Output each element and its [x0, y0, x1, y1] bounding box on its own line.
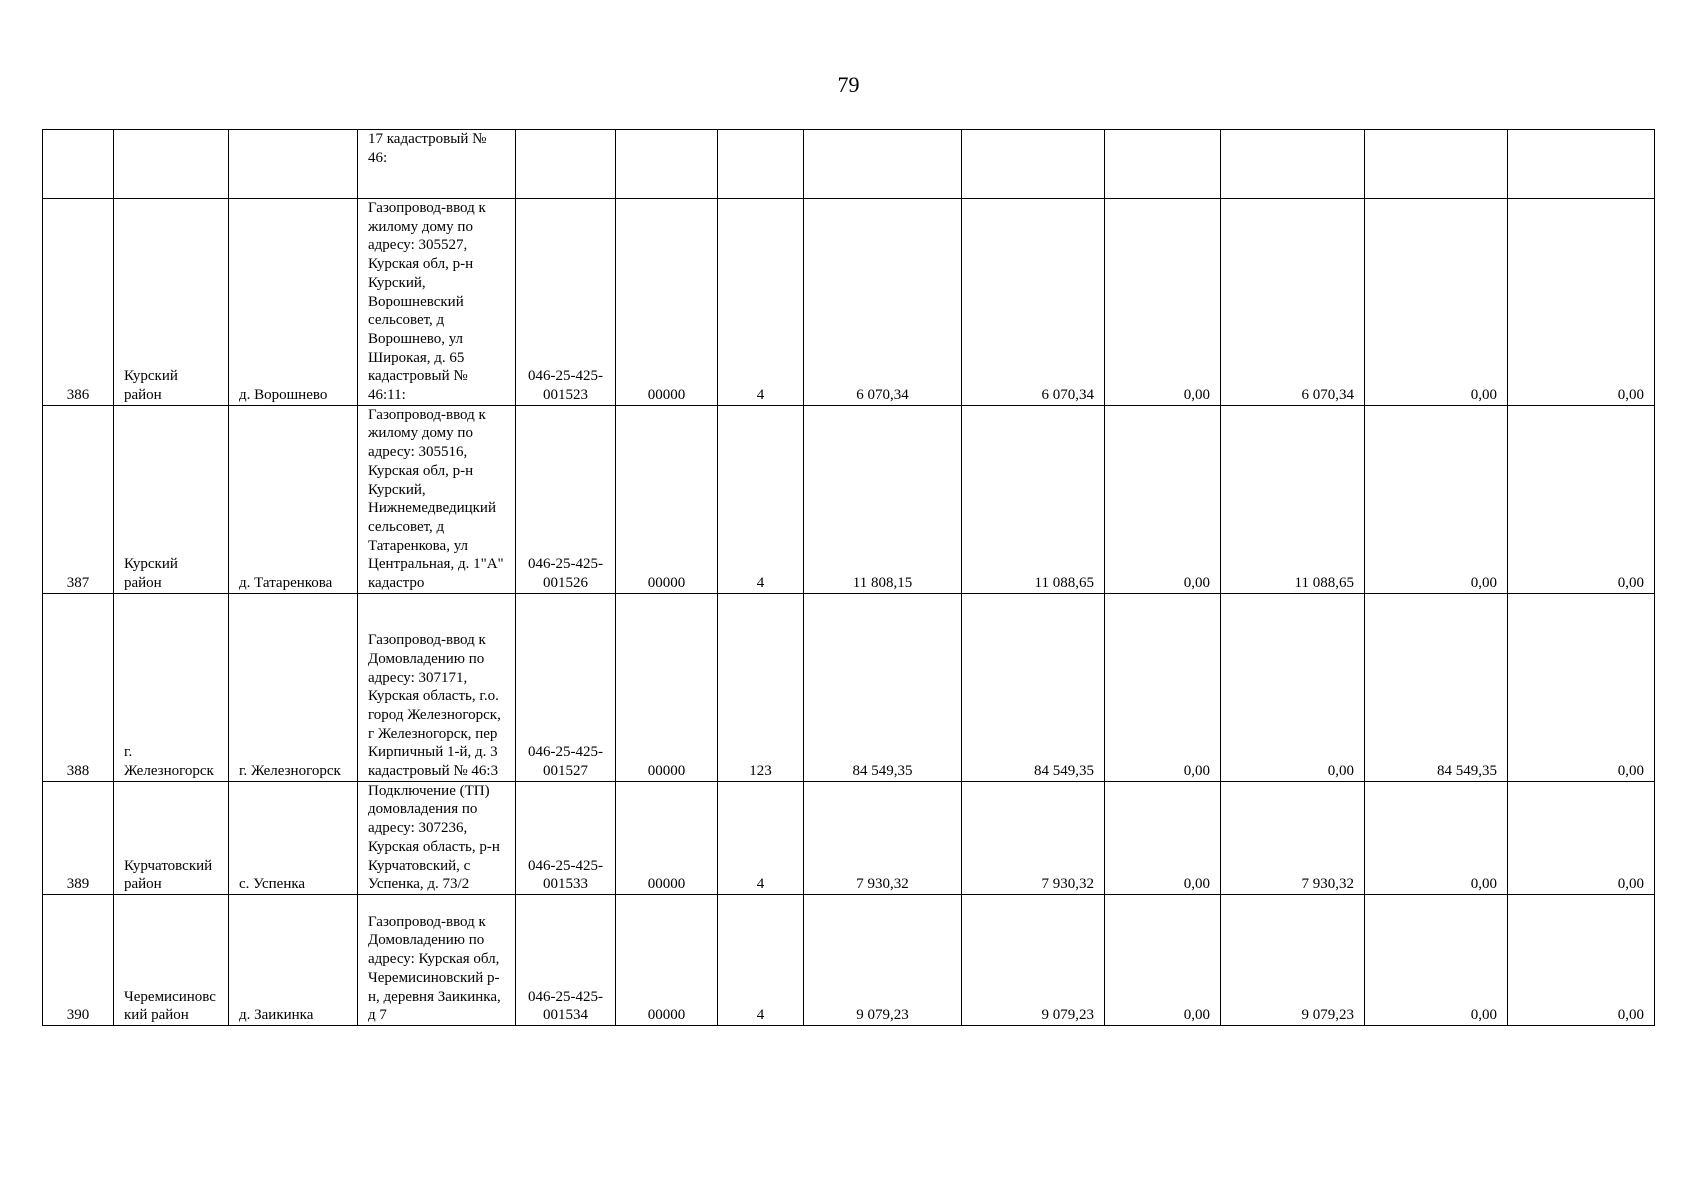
- cell-num: 388: [43, 593, 114, 781]
- table-row: [43, 405, 1655, 593]
- cell-district: Черемисиновский район: [114, 894, 229, 1025]
- cell-kbk: 00000: [616, 199, 718, 406]
- table-row-continued: [43, 130, 1655, 199]
- cell-value-4: 0,00: [1365, 894, 1508, 1025]
- cell-district: г. Железногорск: [114, 593, 229, 781]
- cell-total: 9 079,23: [804, 894, 962, 1025]
- cell-value-3: 0,00: [1221, 593, 1365, 781]
- cell-value-5: [1508, 130, 1655, 199]
- cell-value-5: 0,00: [1508, 894, 1655, 1025]
- cell-settlement: с. Успенка: [229, 781, 358, 894]
- cell-value-1: 6 070,34: [962, 199, 1105, 406]
- cell-value-2: 0,00: [1105, 781, 1221, 894]
- cell-num: 390: [43, 894, 114, 1025]
- cell-kbk: 00000: [616, 405, 718, 593]
- cell-settlement: г. Железногорск: [229, 593, 358, 781]
- cell-value-1: 11 088,65: [962, 405, 1105, 593]
- cell-kbk: [616, 130, 718, 199]
- cell-num: 387: [43, 405, 114, 593]
- cell-kbk: 00000: [616, 593, 718, 781]
- cell-value-5: 0,00: [1508, 405, 1655, 593]
- table-row: [43, 894, 1655, 1025]
- cell-category: [718, 130, 804, 199]
- cell-value-5: 0,00: [1508, 781, 1655, 894]
- cell-value-1: 7 930,32: [962, 781, 1105, 894]
- cell-settlement: д. Татаренкова: [229, 405, 358, 593]
- cell-value-3: 11 088,65: [1221, 405, 1365, 593]
- cell-value-2: 0,00: [1105, 405, 1221, 593]
- cell-value-4: [1365, 130, 1508, 199]
- cell-category: 4: [718, 781, 804, 894]
- cell-category: 4: [718, 894, 804, 1025]
- cell-value-4: 0,00: [1365, 781, 1508, 894]
- cell-code: 046-25-425-001523: [516, 199, 616, 406]
- page-number: 79: [837, 72, 860, 97]
- cell-district: [114, 130, 229, 199]
- cell-district: Курский район: [114, 405, 229, 593]
- cell-settlement: д. Ворошнево: [229, 199, 358, 406]
- cell-district: Курский район: [114, 199, 229, 406]
- cell-description: Газопровод-ввод к Домовладению по адресу: 307171, Курская область, г.о. город Железногорск, г Железногорск, пер Кирпичный 1-й, д. 3 кадастровый № 46:3: [358, 593, 516, 781]
- cell-value-5: 0,00: [1508, 593, 1655, 781]
- table-row: [43, 593, 1655, 781]
- cell-total: 11 808,15: [804, 405, 962, 593]
- cell-value-2: [1105, 130, 1221, 199]
- cell-category: 123: [718, 593, 804, 781]
- cell-num: [43, 130, 114, 199]
- cell-value-4: 0,00: [1365, 405, 1508, 593]
- cell-value-5: 0,00: [1508, 199, 1655, 406]
- cell-description: Газопровод-ввод к жилому дому по адресу: 305527, Курская обл, р-н Курский, Ворошневский сельсовет, д Ворошнево, ул Широкая, д. 65 кадастровый № 46:11:: [358, 199, 516, 406]
- cell-value-4: 84 549,35: [1365, 593, 1508, 781]
- cell-district: Курчатовский район: [114, 781, 229, 894]
- table-row: [43, 199, 1655, 406]
- cell-value-3: 7 930,32: [1221, 781, 1365, 894]
- cell-num: 389: [43, 781, 114, 894]
- cell-value-3: 9 079,23: [1221, 894, 1365, 1025]
- cell-code: 046-25-425-001533: [516, 781, 616, 894]
- cell-total: 7 930,32: [804, 781, 962, 894]
- cell-value-1: 9 079,23: [962, 894, 1105, 1025]
- cell-kbk: 00000: [616, 894, 718, 1025]
- cell-kbk: 00000: [616, 781, 718, 894]
- cell-value-2: 0,00: [1105, 593, 1221, 781]
- cell-settlement: [229, 130, 358, 199]
- cell-value-3: 6 070,34: [1221, 199, 1365, 406]
- registry-table: [42, 129, 1655, 1026]
- cell-value-3: [1221, 130, 1365, 199]
- cell-total: [804, 130, 962, 199]
- cell-value-1: [962, 130, 1105, 199]
- cell-value-2: 0,00: [1105, 199, 1221, 406]
- cell-value-2: 0,00: [1105, 894, 1221, 1025]
- cell-total: 84 549,35: [804, 593, 962, 781]
- cell-description: Подключение (ТП) домовладения по адресу: 307236, Курская область, р-н Курчатовский, с Успенка, д. 73/2: [358, 781, 516, 894]
- cell-category: 4: [718, 199, 804, 406]
- cell-value-4: 0,00: [1365, 199, 1508, 406]
- cell-description: 17 кадастровый № 46:: [358, 130, 516, 199]
- cell-code: [516, 130, 616, 199]
- cell-code: 046-25-425-001534: [516, 894, 616, 1025]
- cell-num: 386: [43, 199, 114, 406]
- cell-code: 046-25-425-001526: [516, 405, 616, 593]
- cell-code: 046-25-425-001527: [516, 593, 616, 781]
- cell-value-1: 84 549,35: [962, 593, 1105, 781]
- cell-description: Газопровод-ввод к Домовладению по адресу: Курская обл, Черемисиновский р-н, деревня Заикинка, д 7: [358, 894, 516, 1025]
- table-row: [43, 781, 1655, 894]
- cell-total: 6 070,34: [804, 199, 962, 406]
- cell-settlement: д. Заикинка: [229, 894, 358, 1025]
- cell-description: Газопровод-ввод к жилому дому по адресу: 305516, Курская обл, р-н Курский, Нижнемедведицкий сельсовет, д Татаренкова, ул Центральная, д. 1"А" кадастро: [358, 405, 516, 593]
- cell-category: 4: [718, 405, 804, 593]
